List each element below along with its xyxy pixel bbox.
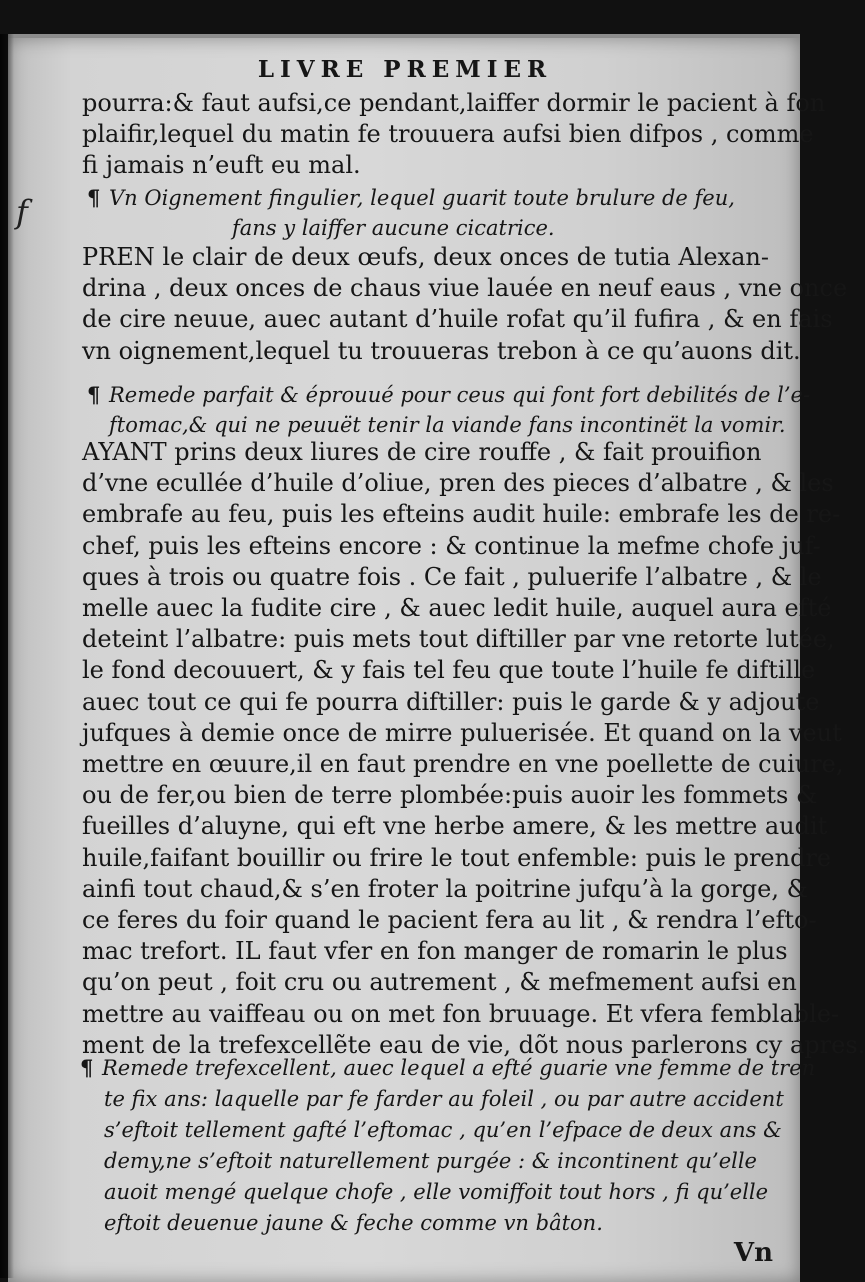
text-line: mettre en œuure,il en faut prendre en vne poellette de cuiure, [82,750,844,779]
text-line: AYANT prins deux liures de cire rouffe , & fait prouifion [82,438,762,466]
text-line: ce feres du foir quand le pacient fera au lit , & rendra l’efto- [82,906,817,935]
text-line: chef, puis les efteins encore : & continue la mefme chofe juf- [82,531,821,560]
section-2-body [82,437,865,1061]
text-line: qu’on peut , foit cru ou autrement , & mefmement aufsi en [82,968,797,997]
text-line: d’vne ecullée d’huile d’oliue, pren des pieces d’albatre , & les [82,469,834,498]
text-line: ainfi tout chaud,& s’en froter la poitrine jufqu’à la gorge, & [82,874,808,903]
text-line: PREN le clair de deux œufs, deux onces de tutia Alexan- [82,243,769,271]
section-1-heading [87,183,757,243]
heading-line: auoit mengé quelque chofe , elle vomiffoit tout hors , fi qu’elle [104,1180,769,1204]
section-3-heading [80,1052,816,1239]
heading-line: ftomac,& qui ne peuuët tenir la viande fans incontinët la vomir. [109,413,786,437]
text-line: jufques à demie once de mirre puluerisée. Et quand on la veut [82,718,842,747]
pilcrow-mark: ¶ [87,185,101,210]
text-line: vn oignement,lequel tu trouueras trebon à ce qu’auons dit. [82,336,801,365]
text-line: mettre au vaiffeau ou on met fon bruuage. Et vfera femblable- [82,999,840,1028]
text-line: drina , deux onces de chaus viue lauée en neuf eaus , vne once [82,274,848,303]
text-line: huile,faifant bouillir ou frire le tout enfemble: puis le prendre [82,843,832,872]
margin-annotation: f [16,193,28,231]
pilcrow-mark: ¶ [87,382,101,407]
text-line: fueilles d’aluyne, qui eft vne herbe amere, & les mettre audit [82,812,828,841]
heading-line: fans y laiffer aucune cicatrice. [232,216,555,240]
heading-line: demy,ne s’eftoit naturellement purgée : & incontinent qu’elle [104,1149,757,1173]
heading-line: eftoit deuenue jaune & feche comme vn bâton. [104,1211,603,1235]
page-edge-shadow [0,34,14,1278]
text-line: le fond decouuert, & y fais tel feu que toute l’huile fe diftille [82,656,816,685]
heading-line: ¶ Vn Oignement fingulier, lequel guarit toute brulure de feu, [87,183,757,213]
text-line: pourra:& faut aufsi,ce pendant,laiffer dormir le pacient à fon [82,89,826,117]
heading-line: te fix ans: laquelle par fe farder au foleil , ou par autre accident [104,1087,784,1111]
text-line: ment de la trefexcellẽte eau de vie, dõt nous parlerons cy apres. [82,1030,865,1059]
text-line: fi jamais n’euft eu mal. [82,151,361,180]
heading-line: ¶ Remede parfait & éprouué pour ceus qui font fort debilités de l’e- [87,380,757,410]
text-line: ou de fer,ou bien de terre plombée:puis auoir les fommets & [82,781,818,810]
text-line: auec tout ce qui fe pourra diftiller: puis le garde & y adjoute [82,687,820,716]
section-1-body [82,242,848,367]
text-line: plaifir,lequel du matin fe trouuera aufsi bien difpos , comme [82,120,814,149]
intro-paragraph [82,88,826,182]
running-head: LIVRE PREMIER [257,56,553,83]
heading-line: s’eftoit tellement gafté l’eftomac , qu’en l’efpace de deux ans & [104,1118,782,1142]
text-line: ques à trois ou quatre fois . Ce fait , puluerife l’albatre , & le [82,562,822,591]
section-2-heading [87,380,811,440]
text-line: deteint l’albatre: puis mets tout diftiller par vne retorte lutée, [82,625,835,654]
catchword: Vn [733,1238,773,1268]
text-line: melle auec la fudite cire , & auec ledit huile, auquel aura efté [82,594,832,623]
text-line: mac trefort. IL faut vfer en fon manger de romarin le plus [82,937,788,966]
text-line: de cire neuue, auec autant d’huile rofat qu’il fufira , & en fais [82,305,833,334]
pilcrow-mark: ¶ [80,1055,94,1080]
heading-line: ¶ Remede trefexcellent, auec lequel a efté guarie vne femme de tren [80,1052,755,1084]
text-line: embrafe au feu, puis les efteins audit huile: embrafe les de re- [82,500,841,529]
